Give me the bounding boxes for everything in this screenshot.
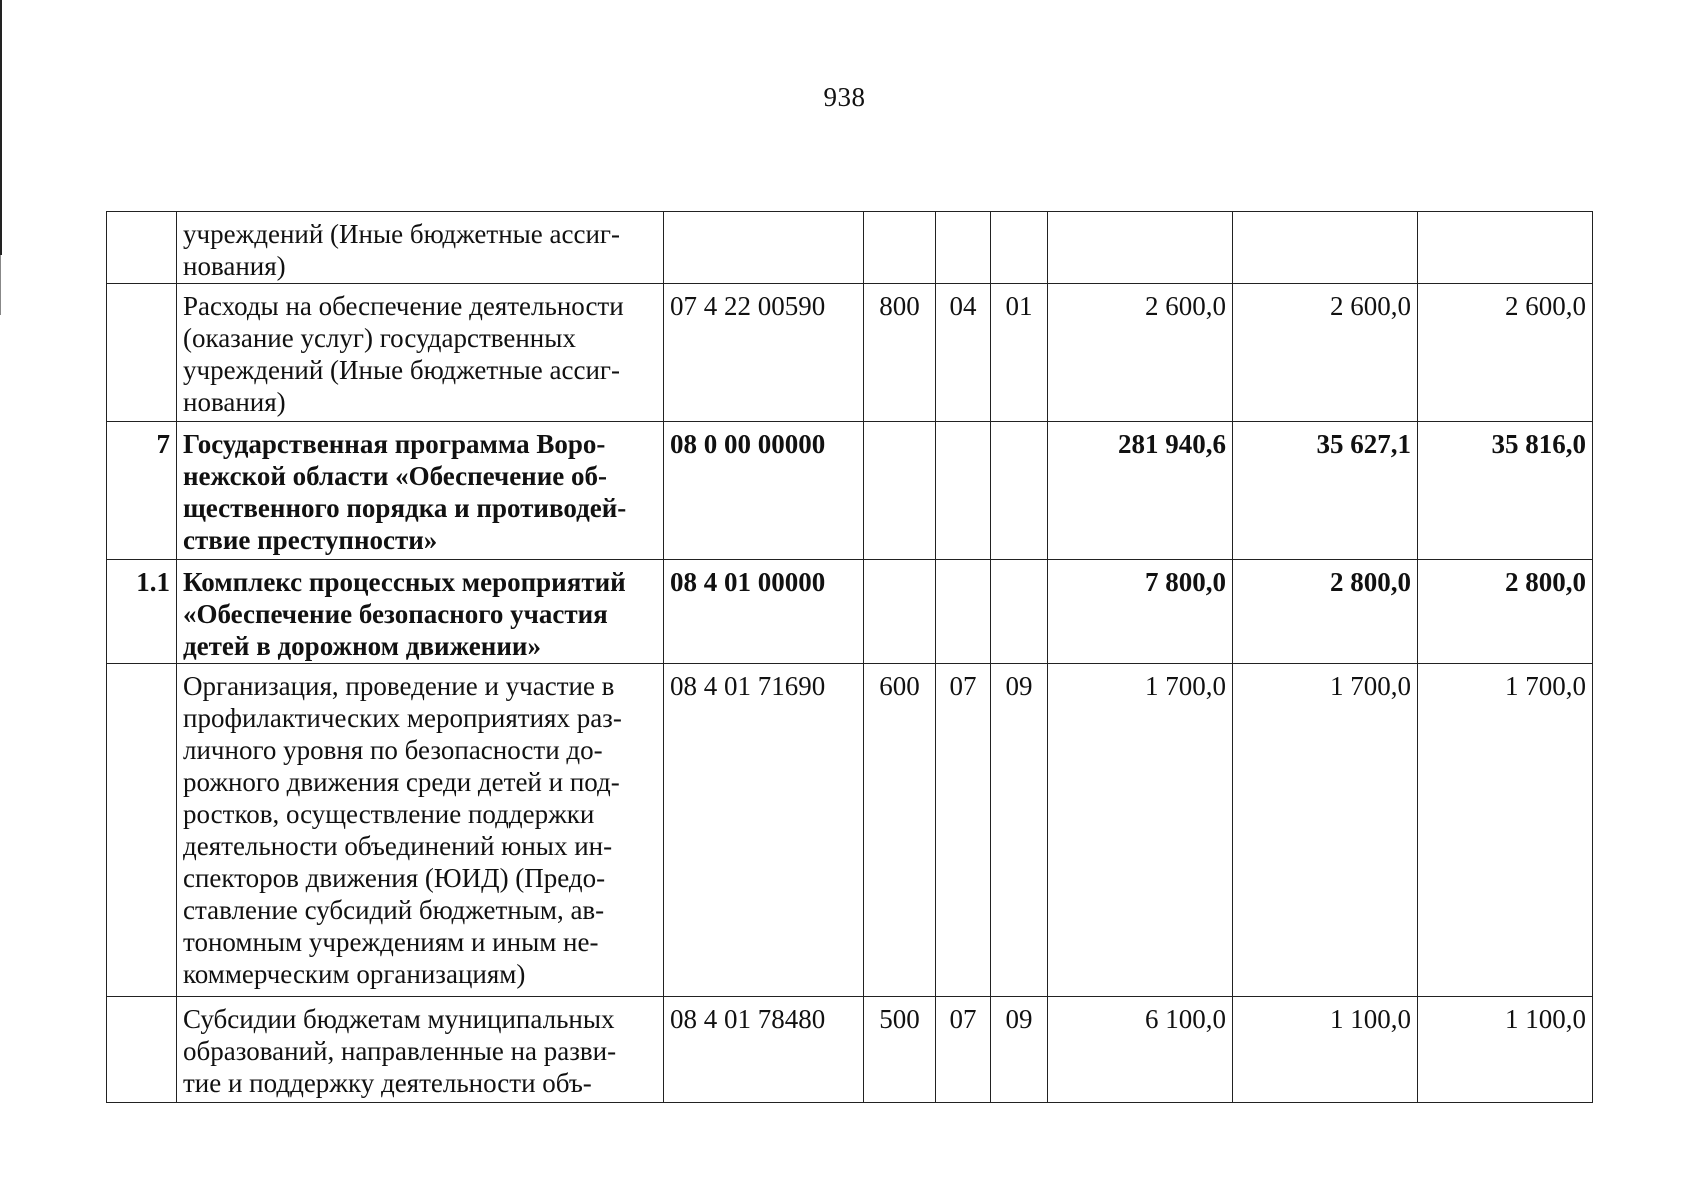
- row-number: [107, 212, 177, 284]
- name-line: рожного движения среди детей и под-: [183, 767, 620, 797]
- target-article-code: 08 4 01 71690: [664, 664, 864, 997]
- subsection-code: [991, 212, 1048, 284]
- row-number: [107, 664, 177, 997]
- section-code: [936, 212, 991, 284]
- row-number: 1.1: [107, 560, 177, 664]
- amount-year-1: 281 940,6: [1048, 422, 1233, 560]
- expense-type-code: [864, 212, 936, 284]
- table-body: [107, 212, 1593, 1103]
- table-row-program: [107, 422, 1593, 560]
- subsection-code: [991, 560, 1048, 664]
- name-line: детей в дорожном движении»: [183, 631, 541, 661]
- section-code: 07: [936, 997, 991, 1103]
- expense-name: [177, 997, 664, 1103]
- subsection-code: [991, 422, 1048, 560]
- amount-year-3: 35 816,0: [1418, 422, 1593, 560]
- amount-year-3: 2 800,0: [1418, 560, 1593, 664]
- name-line: тие и поддержку деятельности объ-: [183, 1068, 592, 1098]
- name-line: спекторов движения (ЮИД) (Предо-: [183, 863, 606, 893]
- row-number: [107, 997, 177, 1103]
- name-line: учреждений (Иные бюджетные ассиг-: [183, 355, 620, 385]
- name-line: (оказание услуг) государственных: [183, 323, 576, 353]
- expense-name: [177, 664, 664, 997]
- amount-year-1: 1 700,0: [1048, 664, 1233, 997]
- section-code: [936, 422, 991, 560]
- table-row: [107, 212, 1593, 284]
- page-number: 938: [823, 82, 866, 112]
- target-article-code: 08 4 01 78480: [664, 997, 864, 1103]
- name-line: профилактических мероприятиях раз-: [183, 703, 622, 733]
- expense-name: [177, 284, 664, 422]
- name-line: ставление субсидий бюджетным, ав-: [183, 895, 605, 925]
- amount-year-1: [1048, 212, 1233, 284]
- table-row-complex: [107, 560, 1593, 664]
- scan-edge: [0, 0, 2, 255]
- expense-type-code: 600: [864, 664, 936, 997]
- amount-year-3: 1 700,0: [1418, 664, 1593, 997]
- target-article-code: 08 4 01 00000: [664, 560, 864, 664]
- expense-type-code: [864, 422, 936, 560]
- name-line: Организация, проведение и участие в: [183, 671, 615, 701]
- row-number: 7: [107, 422, 177, 560]
- subsection-code: 09: [991, 997, 1048, 1103]
- name-line: ростков, осуществление поддержки: [183, 799, 595, 829]
- amount-year-1: 6 100,0: [1048, 997, 1233, 1103]
- name-line: «Обеспечение безопасного участия: [183, 599, 608, 629]
- target-article-code: [664, 212, 864, 284]
- name-line: ствие преступности»: [183, 525, 438, 555]
- name-line: Государственная программа Воро-: [183, 429, 606, 459]
- amount-year-1: 2 600,0: [1048, 284, 1233, 422]
- name-line: нования): [183, 387, 286, 417]
- table-row: [107, 997, 1593, 1103]
- name-line: Субсидии бюджетам муниципальных: [183, 1004, 615, 1034]
- expense-type-code: 500: [864, 997, 936, 1103]
- amount-year-2: [1233, 212, 1418, 284]
- amount-year-2: 35 627,1: [1233, 422, 1418, 560]
- target-article-code: 08 0 00 00000: [664, 422, 864, 560]
- table-row: [107, 664, 1593, 997]
- name-line: тономным учреждениям и иным не-: [183, 927, 599, 957]
- amount-year-3: 2 600,0: [1418, 284, 1593, 422]
- name-line: коммерческим организациям): [183, 959, 526, 989]
- expense-name: [177, 212, 664, 284]
- section-code: 04: [936, 284, 991, 422]
- amount-year-2: 1 700,0: [1233, 664, 1418, 997]
- target-article-code: 07 4 22 00590: [664, 284, 864, 422]
- name-line: нования): [183, 251, 286, 281]
- amount-year-2: 1 100,0: [1233, 997, 1418, 1103]
- amount-year-3: [1418, 212, 1593, 284]
- name-line: щественного порядка и противодей-: [183, 493, 627, 523]
- budget-table: [106, 211, 1593, 1103]
- name-line: личного уровня по безопасности до-: [183, 735, 603, 765]
- name-line: образований, направленные на разви-: [183, 1036, 617, 1066]
- name-line: учреждений (Иные бюджетные ассиг-: [183, 219, 620, 249]
- expense-type-code: [864, 560, 936, 664]
- subsection-code: 01: [991, 284, 1048, 422]
- name-line: деятельности объединений юных ин-: [183, 831, 613, 861]
- section-code: 07: [936, 664, 991, 997]
- scan-edge: [0, 255, 1, 315]
- name-line: нежской области «Обеспечение об-: [183, 461, 608, 491]
- section-code: [936, 560, 991, 664]
- expense-name: [177, 560, 664, 664]
- row-number: [107, 284, 177, 422]
- expense-name: [177, 422, 664, 560]
- amount-year-1: 7 800,0: [1048, 560, 1233, 664]
- table-row: [107, 284, 1593, 422]
- amount-year-2: 2 600,0: [1233, 284, 1418, 422]
- subsection-code: 09: [991, 664, 1048, 997]
- name-line: Комплекс процессных мероприятий: [183, 567, 626, 597]
- amount-year-2: 2 800,0: [1233, 560, 1418, 664]
- expense-type-code: 800: [864, 284, 936, 422]
- name-line: Расходы на обеспечение деятельности: [183, 291, 624, 321]
- amount-year-3: 1 100,0: [1418, 997, 1593, 1103]
